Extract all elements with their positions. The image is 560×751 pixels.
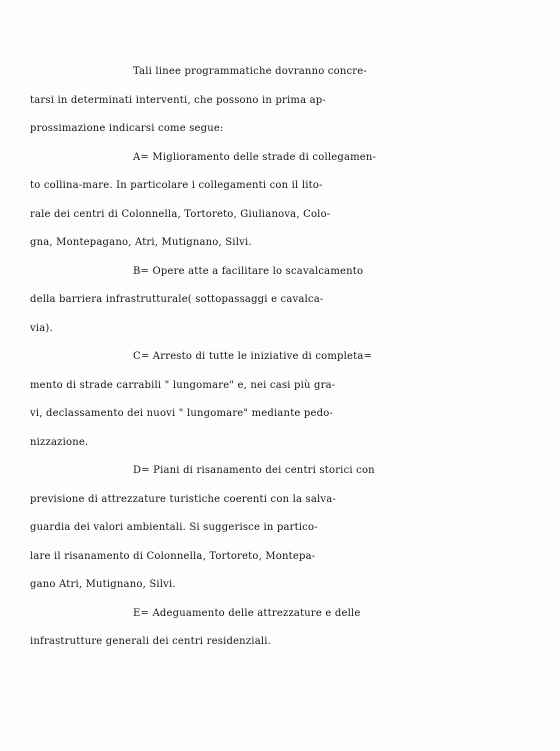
text-line: guardia dei valori ambientali. Si suggerisce in partico-	[30, 522, 318, 533]
text-line: gna, Montepagano, Atri, Mutignano, Silvi.	[30, 237, 252, 248]
text-line: B= Opere atte a facilitare lo scavalcamento	[133, 265, 364, 277]
text-line: prossimazione indicarsi come segue:	[30, 123, 224, 134]
text-line: lare il risanamento di Colonnella, Tortoreto, Montepa-	[30, 550, 316, 562]
text-line: della barriera infrastrutturale( sottopassaggi e cavalca-	[30, 294, 324, 305]
text-line: rale dei centri di Colonnella, Tortoreto, Giulianova, Colo-	[30, 208, 331, 220]
document-body	[30, 58, 540, 657]
text-line: E= Adeguamento delle attrezzature e delle	[133, 607, 361, 619]
text-line: previsione di attrezzature turistiche coerenti con la salva-	[30, 493, 337, 505]
text-line: vi, declassamento dei nuovi " lungomare" mediante pedo-	[30, 408, 334, 419]
text-line: C= Arresto di tutte le iniziative di completa=	[133, 351, 373, 362]
text-line: tarsi in determinati interventi, che possono in prima ap-	[30, 94, 326, 106]
text-line: to collina-mare. In particolare i collegamenti con il lito-	[30, 180, 323, 191]
text-line: A= Miglioramento delle strade di collegamen-	[133, 151, 377, 163]
text-line: via).	[30, 322, 53, 334]
text-line: mento di strade carrabili " lungomare" e, nei casi più gra-	[30, 379, 336, 391]
text-line: nizzazione.	[30, 436, 89, 448]
text-line: infrastrutture generali dei centri residenziali.	[30, 636, 272, 647]
text-line: Tali linee programmatiche dovranno concre-	[133, 66, 367, 77]
text-line: D= Piani di risanamento dei centri storici con	[133, 465, 375, 476]
text-line: gano Atri, Mutignano, Silvi.	[30, 579, 176, 590]
